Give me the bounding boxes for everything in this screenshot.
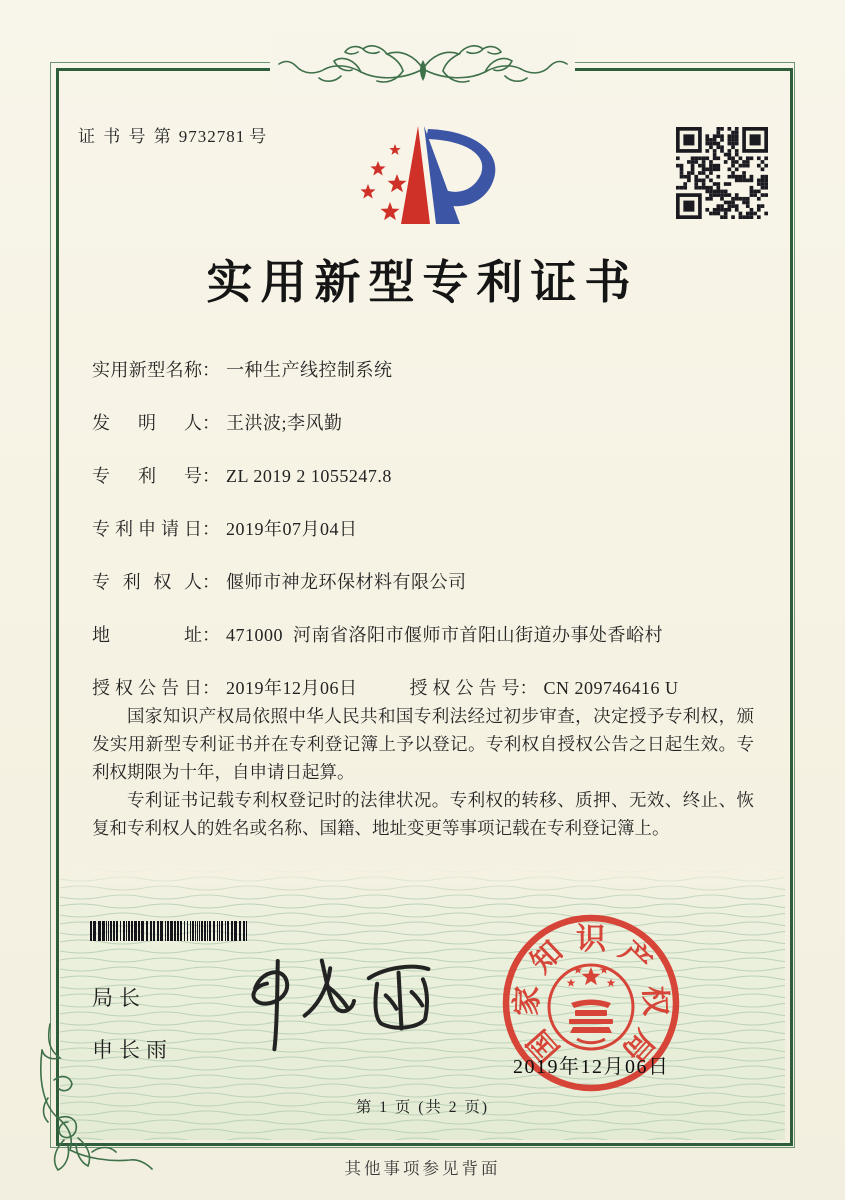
barcode-icon	[90, 921, 252, 941]
field-colon: ：	[202, 466, 220, 486]
field-value: 2019年07月04日	[226, 519, 358, 539]
field-row-patentee	[92, 568, 762, 621]
field-row-inventors	[92, 409, 762, 462]
field-colon: ：	[519, 678, 538, 698]
bureau-chief-name: 申长雨	[92, 1038, 173, 1062]
legal-text	[92, 702, 754, 842]
certificate-title: 实用新型专利证书	[206, 257, 639, 308]
qr-code	[676, 127, 768, 224]
field-label: 专利权人	[92, 572, 202, 592]
field-pair-grant-number	[410, 674, 679, 700]
field-label: 发明人	[92, 413, 202, 433]
field-colon: ：	[202, 413, 220, 433]
dragon-scroll-ornament-icon	[273, 36, 573, 94]
field-value: 偃师市神龙环保材料有限公司	[226, 572, 467, 592]
field-value: ZL 2019 2 1055247.8	[226, 466, 392, 486]
legal-paragraph-2: 专利证书记载专利权登记时的法律状况。专利权的转移、质押、无效、终止、恢复和专利权人的姓名或名称、国籍、地址变更等事项记载在专利登记簿上。	[92, 790, 754, 838]
field-colon: ：	[202, 572, 220, 592]
svg-text:局: 局	[615, 1023, 661, 1068]
handwritten-signature	[228, 946, 443, 1063]
seal-date: 2019年12月06日	[513, 1056, 670, 1078]
field-row-address	[92, 621, 762, 674]
field-label: 授权公告号	[409, 678, 520, 698]
field-label: 专利申请日	[92, 519, 202, 539]
bureau-chief-title: 局长	[92, 986, 146, 1010]
back-side-note: 其他事项参见背面	[344, 1159, 501, 1178]
bureau-chief-block	[92, 982, 173, 1064]
field-colon: ：	[202, 519, 220, 539]
svg-text:产: 产	[612, 935, 658, 980]
band-top-fade	[60, 866, 785, 902]
cnipa-logo	[348, 112, 513, 242]
certificate-number-value: 9732781	[178, 127, 246, 146]
field-row-utility-model-name	[92, 356, 762, 409]
svg-text:国: 国	[521, 1023, 567, 1068]
certificate-number-label: 证 书 号 第	[78, 127, 173, 146]
qr-code-icon	[676, 127, 768, 219]
field-label: 专利号	[92, 466, 202, 486]
field-list	[92, 356, 762, 727]
barcode	[90, 921, 252, 946]
field-row-patent-number	[92, 462, 762, 515]
field-value: 一种生产线控制系统	[226, 360, 393, 380]
national-emblem-icon	[549, 965, 633, 1049]
certificate-number	[78, 122, 268, 147]
field-colon: ：	[202, 625, 220, 645]
legal-paragraph-1: 国家知识产权局依照中华人民共和国专利法经过初步审查，决定授予专利权，颁发实用新型专利证书并在专利登记簿上予以登记。专利权自授权公告之日起生效。专利权期限为十年，自申请日起算。	[92, 706, 754, 782]
field-colon: ：	[202, 360, 220, 380]
svg-text:识: 识	[576, 923, 606, 956]
svg-text:权: 权	[637, 985, 672, 1017]
field-row-filing-date	[92, 515, 762, 568]
page-number: 第 1 页 (共 2 页)	[355, 1099, 490, 1116]
field-value: 471000 河南省洛阳市偃师市首阳山街道办事处香峪村	[226, 625, 663, 645]
field-label: 地址	[92, 625, 202, 645]
field-label: 授权公告日	[92, 678, 202, 698]
cnipa-logo-icon	[348, 112, 513, 237]
top-ornament	[270, 34, 575, 96]
field-colon: ：	[202, 678, 220, 698]
handwritten-signature-icon	[228, 946, 443, 1058]
field-value: 王洪波;李风勤	[226, 413, 343, 433]
svg-text:知: 知	[524, 935, 570, 980]
field-label: 实用新型名称	[92, 360, 202, 380]
field-value: 2019年12月06日	[226, 678, 358, 698]
svg-text:家: 家	[510, 985, 545, 1017]
field-value: CN 209746416 U	[543, 678, 679, 698]
certificate-number-suffix: 号	[249, 127, 269, 146]
